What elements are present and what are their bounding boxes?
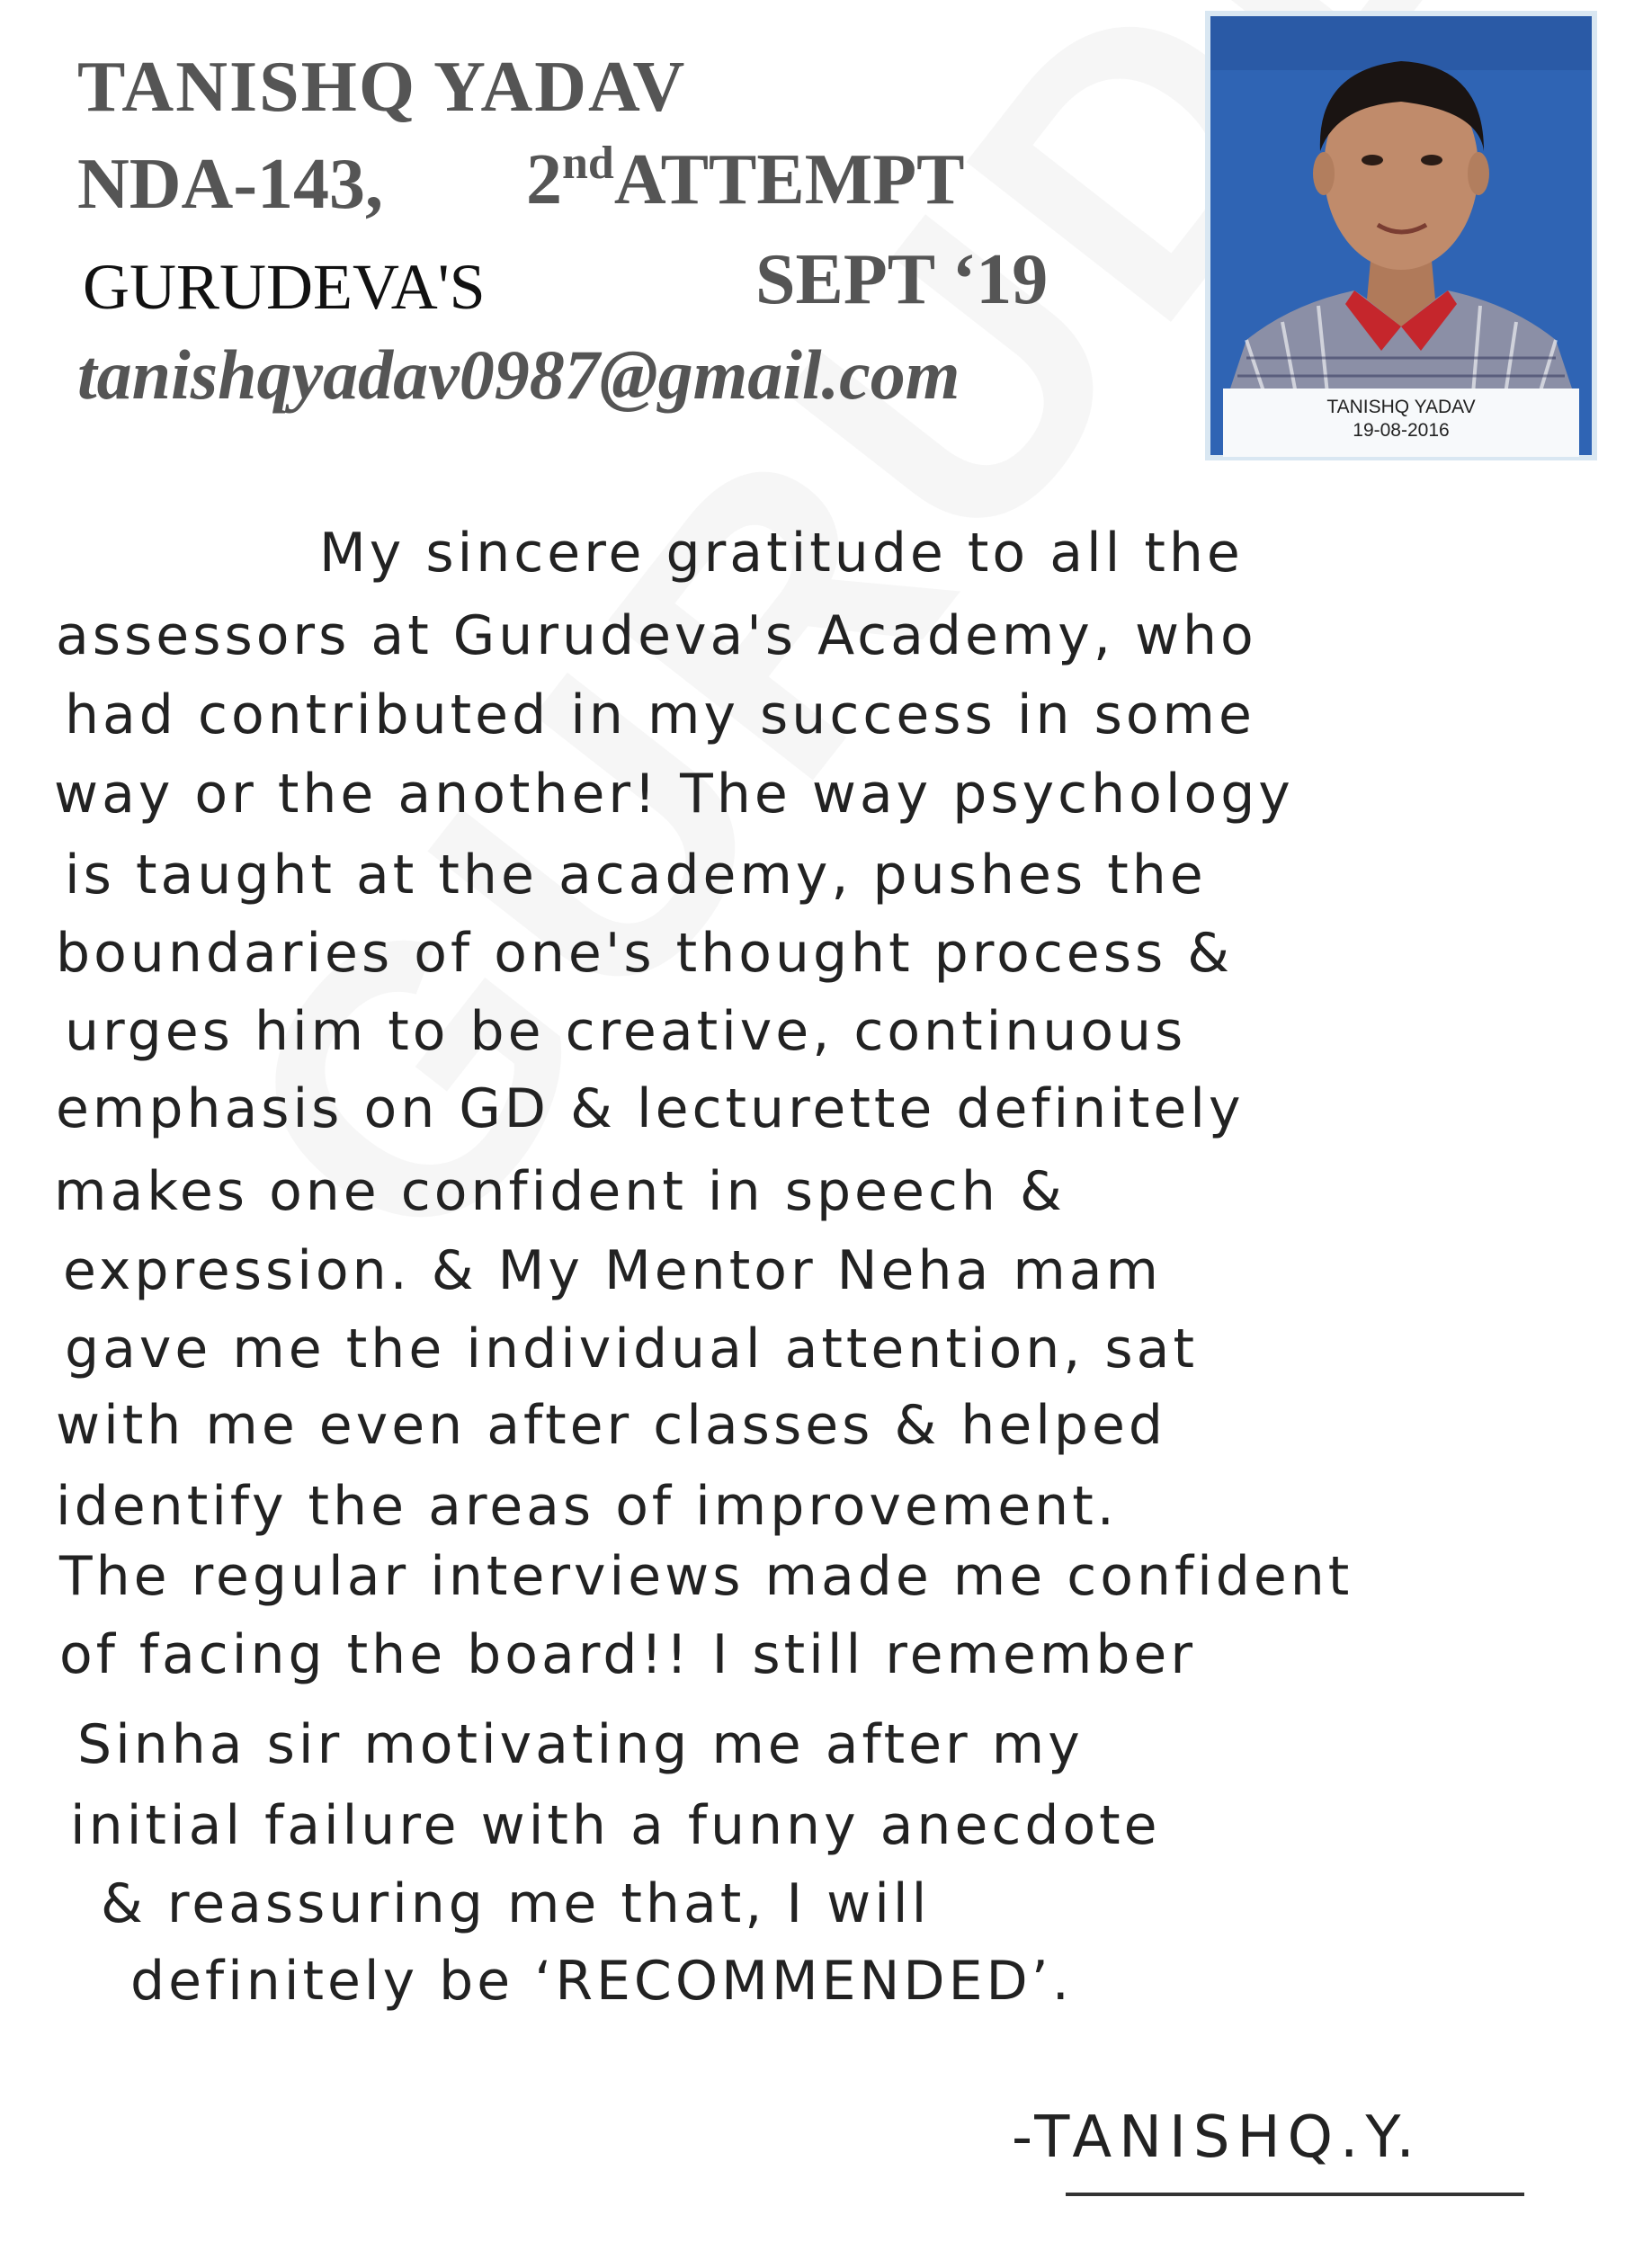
letter-line: way or the another! The way psychology [54,763,1294,826]
letter-line: gave me the individual attention, sat [65,1318,1198,1380]
letter-line: assessors at Gurudeva's Academy, who [56,604,1257,667]
letter-line: definitely be ‘RECOMMENDED’. [130,1950,1073,2013]
attempt-label [526,137,965,221]
signature: -TANISHQ.Y. [1012,2104,1422,2171]
letter-line: had contributed in my success in some [65,683,1255,746]
photo-caption-date: 19-08-2016 [1353,420,1450,441]
letter-line: initial failure with a funny anecdote [70,1794,1161,1857]
letter-line: with me even after classes & helped [56,1394,1166,1457]
photo-caption-name: TANISHQ YADAV [1326,397,1476,417]
letter-line: makes one confident in speech & [54,1160,1066,1223]
signature-underline [1066,2193,1524,2196]
email-address: tanishqyadav0987@gmail.com [77,335,960,414]
letter-line: identify the areas of improvement. [56,1475,1118,1538]
attempt-suffix: nd [562,138,614,189]
photo-caption [1223,389,1579,457]
attempt-number: 2 [526,140,562,219]
letter-line: of facing the board!! I still remember [59,1623,1196,1686]
letter-line: & reassuring me that, I will [101,1872,931,1935]
session-label: SEPT ‘19 [755,240,1049,319]
student-name: TANISHQ YADAV [77,48,687,127]
academy-name: GURUDEVA'S [83,251,486,323]
letter-line: expression. & My Mentor Neha mam [63,1239,1163,1302]
letter-line: My sincere gratitude to all the [319,522,1244,585]
letter-line: is taught at the academy, pushes the [65,844,1207,907]
letter-line: Sinha sir motivating me after my [77,1713,1084,1776]
letter-line: urges him to be creative, continuous [65,1000,1187,1063]
letter-line: The regular interviews made me confident [59,1545,1353,1608]
letter-line: emphasis on GD & lecturette definitely [56,1077,1245,1140]
attempt-word: ATTEMPT [613,140,965,219]
nda-number: NDA-143, [77,145,383,224]
student-photo [1205,11,1597,460]
letter-line: boundaries of one's thought process & [56,922,1234,985]
